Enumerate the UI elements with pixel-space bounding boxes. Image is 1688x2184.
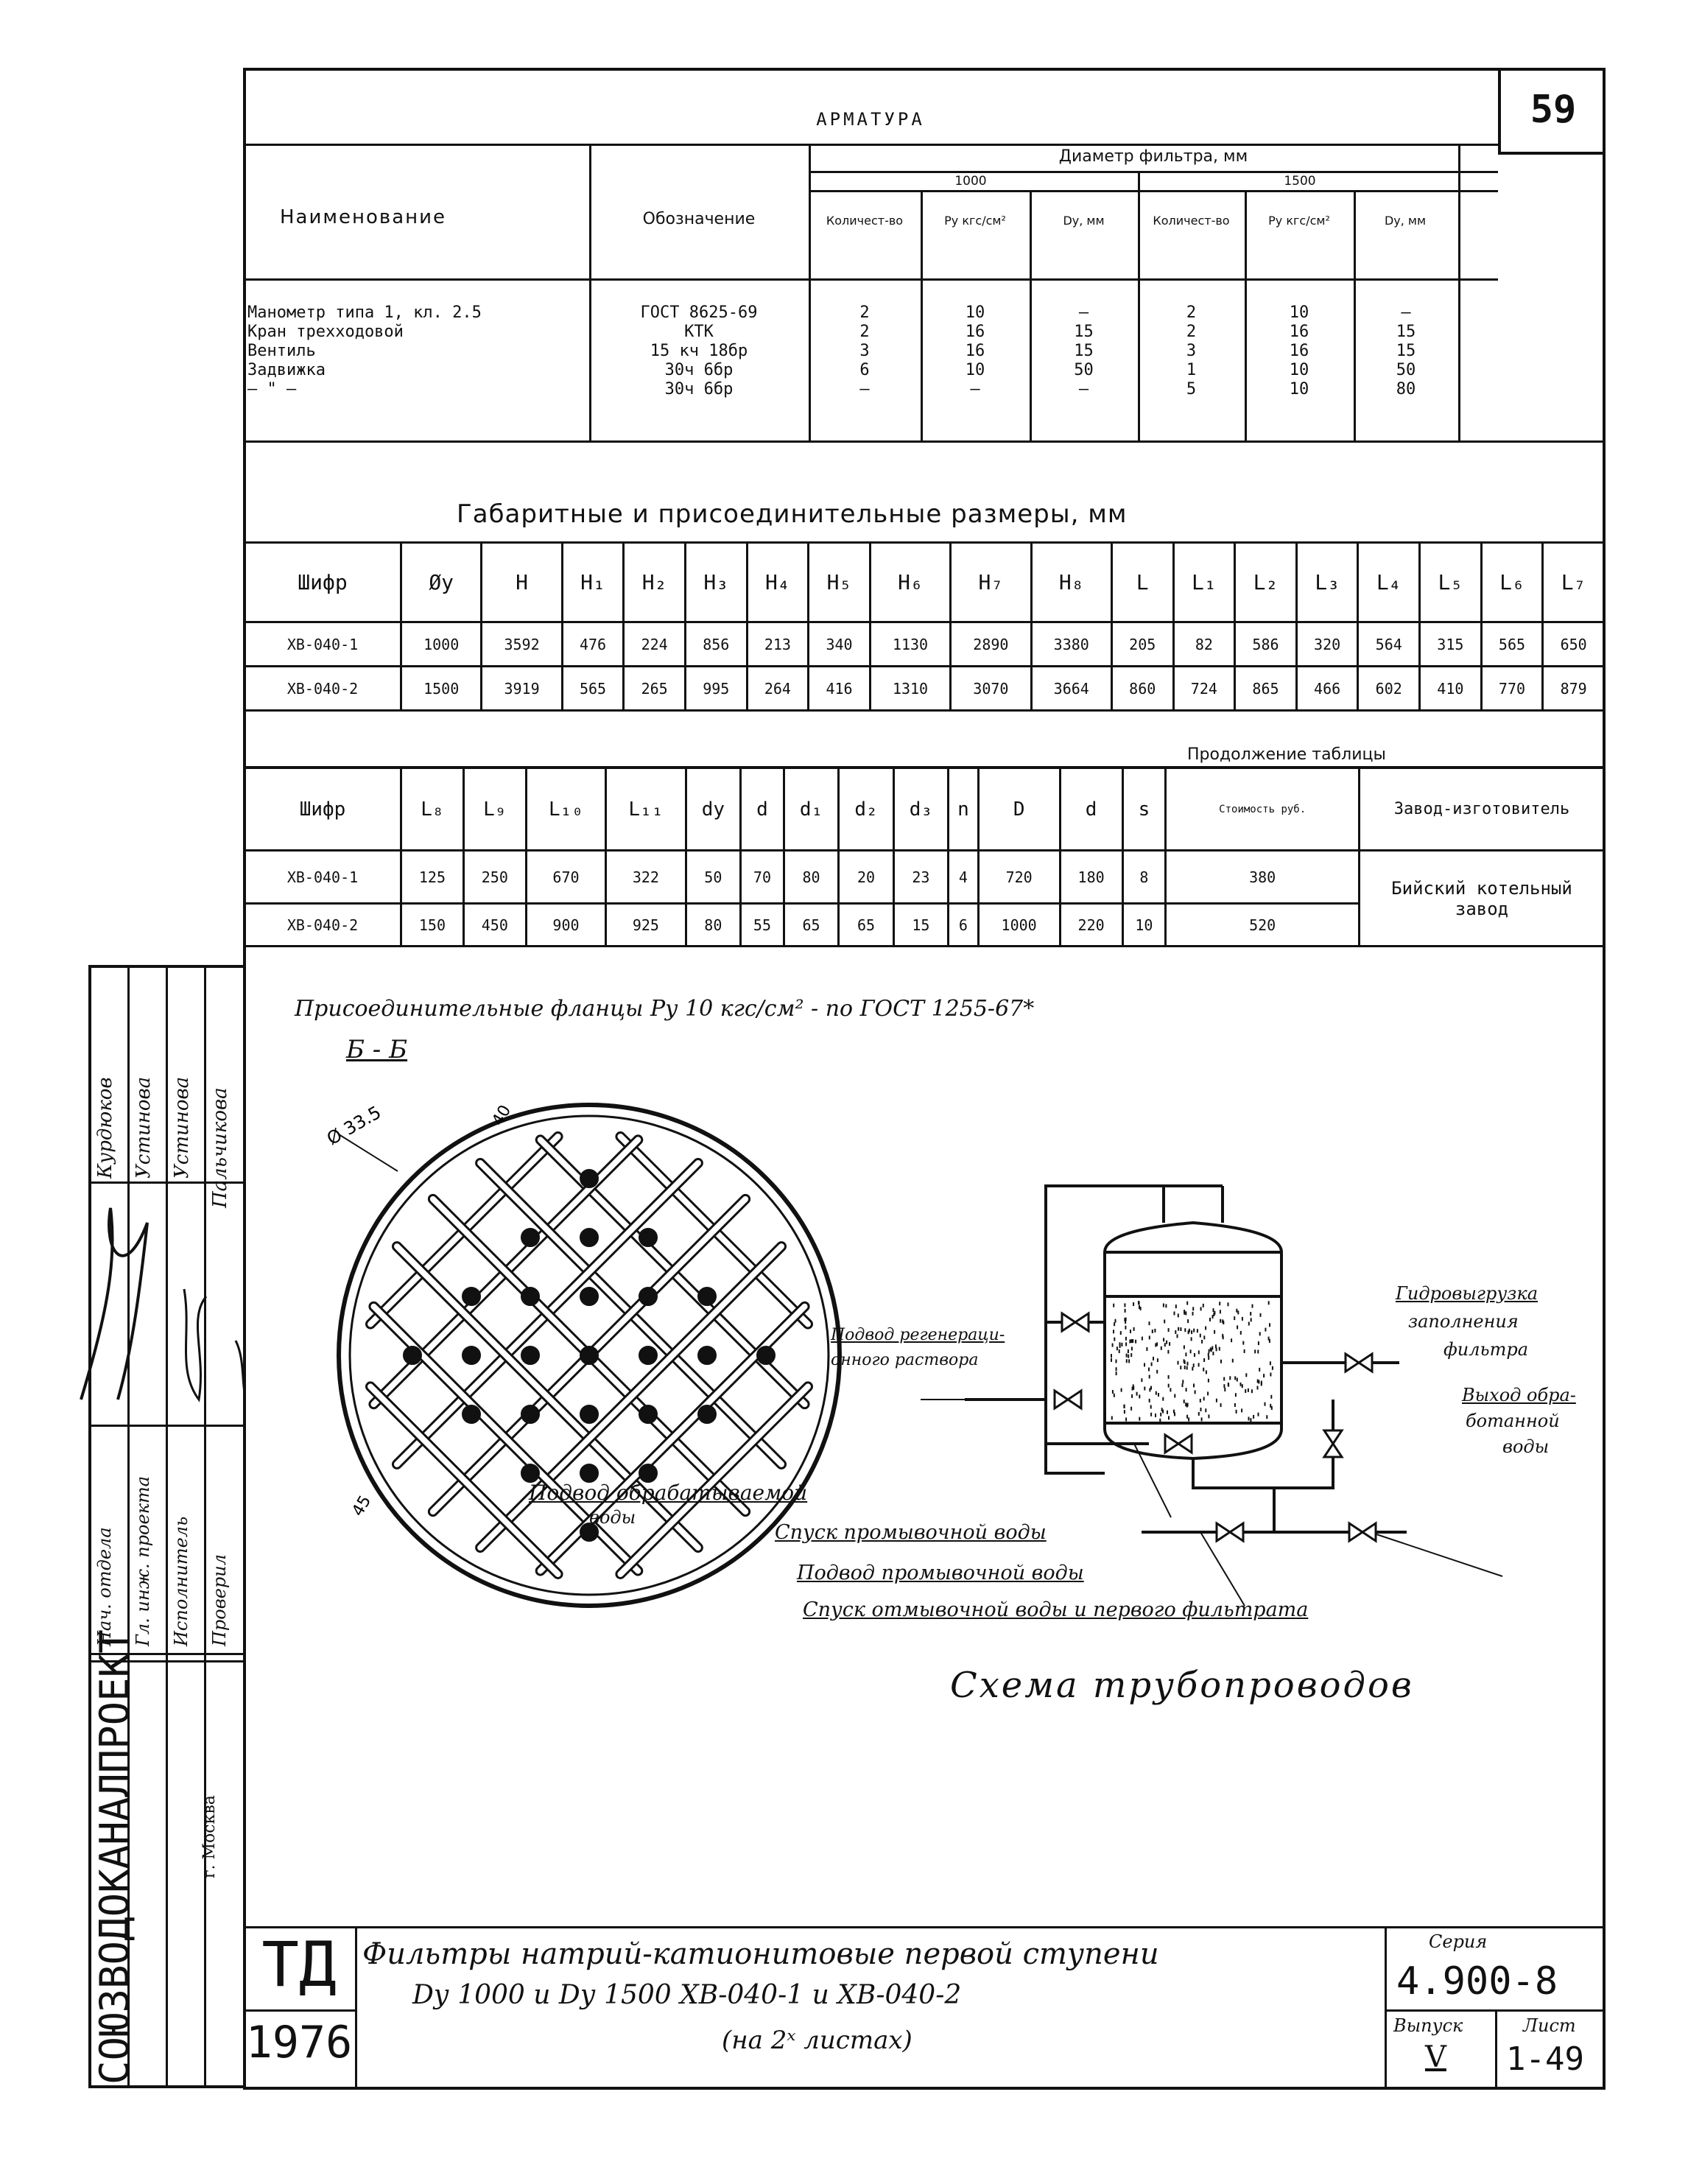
dims-header-cell: L₁ [1173,543,1235,622]
armatura-cell-dy2: 15 [1396,323,1416,341]
dims-cell: 1500 [401,667,482,711]
sheet-code: 1-49 [1506,2040,1584,2078]
rinse-label: Спуск отмывочной воды и первого фильтрата [803,1598,1309,1621]
dims-cell: 865 [1235,667,1297,711]
sheet-number: 59 [1498,68,1606,155]
dims2-cell: 4 [949,851,978,904]
armatura-cell-p2: 16 [1289,342,1309,360]
armatura-cell-p1: 16 [965,323,985,341]
hole-dim: Ø 33.5 [323,1101,385,1150]
sub-qty-1: Количест-во [826,214,904,228]
dims2-cell: 8 [1122,851,1166,904]
dims-header-cell: H₄ [747,543,809,622]
dims-cell: 856 [685,622,747,667]
armatura-cell-dy2: 15 [1396,342,1416,360]
stamp-role-4: Проверил [209,1553,230,1646]
dims2-cell: 23 [893,851,948,904]
dims2-header-cell: n [949,768,978,851]
dims2-cell: 520 [1166,904,1360,947]
dims-cell: 3664 [1031,667,1111,711]
dims2-cell: 65 [784,904,838,947]
armatura-cell-name: Вентиль [247,342,316,360]
dims-header-cell: L₆ [1481,543,1543,622]
dims2-cell: 322 [606,851,686,904]
title-line-3: (на 2ˣ листах) [722,2026,912,2055]
unload-label-2: заполнения [1408,1311,1519,1332]
armatura-cell-name: — " — [247,380,297,398]
dims-header-cell: L₄ [1358,543,1420,622]
dims2-cell: 10 [1122,904,1166,947]
dims2-header-cell: Шифр [245,768,401,851]
armatura-cell-dy2: 50 [1396,361,1416,379]
dims2-header-cell: d [1060,768,1122,851]
sub-qty-2: Количест-во [1153,214,1230,228]
dims2-header-cell: dу [686,768,740,851]
armatura-cell-des: КТК [684,323,714,341]
sub-dy-1: Dу, мм [1063,214,1105,228]
dims-header-cell: H₅ [809,543,871,622]
armatura-title: АРМАТУРА [816,109,925,130]
stamp-name-4: Пальчикова [209,1087,231,1208]
dims-cell: 320 [1296,622,1358,667]
armatura-cell-dy2: — [1401,303,1411,322]
dims2-header-cell: L₉ [463,768,526,851]
dims2-cell: 380 [1166,851,1360,904]
dims-cell: 205 [1111,622,1173,667]
series-label: Серия [1429,1931,1488,1952]
dims-cell: 3380 [1031,622,1111,667]
edge-dim: 45 [348,1492,376,1520]
dims2-header-cell: L₈ [401,768,464,851]
armatura-cell-p2: 10 [1289,303,1309,322]
sub-py-2: Ру кгс/см² [1268,214,1330,228]
flange-note: Присоединительные фланцы Ру 10 кгс/см² - по ГОСТ 1255-67* [295,996,1035,1022]
dims2-header-cell: L₁₀ [526,768,605,851]
wash-out-label: Спуск промывочной воды [775,1521,1047,1544]
out-label-1: Выход обра- [1462,1385,1576,1405]
dims-cell: 879 [1543,667,1605,711]
dims-cell: 860 [1111,667,1173,711]
armatura-cell-q2: 5 [1186,380,1197,398]
dims-cell: 1310 [870,667,950,711]
dims-cell: 213 [747,622,809,667]
dims2-header-cell: d₁ [784,768,838,851]
dims-cell: 224 [624,622,686,667]
dims2-cell: 65 [839,904,893,947]
dims2-header-cell: s [1122,768,1166,851]
dims-header-cell: H₁ [562,543,624,622]
dims2-cell: 15 [893,904,948,947]
dims-cell: 1130 [870,622,950,667]
title-line-2: Dу 1000 и Dу 1500 ХВ-040-1 и ХВ-040-2 [412,1980,962,2010]
dims-cell: 770 [1481,667,1543,711]
section-drawing [317,1075,876,1635]
stamp-name-3: Устинова [171,1076,193,1179]
armatura-cell-dy1: 50 [1074,361,1094,379]
dims-header-cell: H₂ [624,543,686,622]
year: 1976 [245,2017,353,2068]
dims2-cell: 125 [401,851,464,904]
armatura-col-designation: Обозначение [642,210,756,228]
armatura-cell-dy1: — [1078,303,1089,322]
issue-label: Выпуск [1393,2015,1463,2036]
armatura-cell-p2: 10 [1289,361,1309,379]
manufacturer-cell: Бийский котельный завод [1360,851,1605,947]
dims2-cell: 220 [1060,904,1122,947]
pitch-dim: 40 [488,1102,516,1129]
sheet-label: Лист [1523,2015,1576,2036]
dims-header-cell: H₃ [685,543,747,622]
dims2-header-cell: L₁₁ [606,768,686,851]
dims2-cell: 150 [401,904,464,947]
dims-header-cell: L₃ [1296,543,1358,622]
armatura-cell-des: 15 кч 18бр [650,342,748,360]
stamp-role-2: Гл. инж. проекта [133,1475,153,1646]
unload-label-1: Гидровыгрузка [1396,1283,1538,1304]
dims2-header-cell: d [741,768,784,851]
regen-label-1: Подвод регенераци- [831,1326,1005,1344]
dims-title: Габаритные и присоединительные размеры, мм [457,499,1128,529]
dims2-header-cell: Завод-изготовитель [1360,768,1605,851]
dims-cell: 82 [1173,622,1235,667]
dims2-cell: 50 [686,851,740,904]
dims2-cell: ХВ-040-2 [245,904,401,947]
issue-number: V [1425,2040,1446,2074]
armatura-cell-p1: 16 [965,342,985,360]
dims-cell: 410 [1420,667,1482,711]
dims-cell: 2890 [951,622,1031,667]
armatura-cell-p1: 10 [965,303,985,322]
armatura-cell-p2: 16 [1289,323,1309,341]
armatura-cell-q2: 2 [1186,323,1197,341]
dims-cell: 586 [1235,622,1297,667]
regen-label-2: онного раствора [831,1351,979,1369]
dims-cell: 564 [1358,622,1420,667]
armatura-cell-p1: 10 [965,361,985,379]
continuation-label: Продолжение таблицы [1187,745,1386,764]
td-mark: ТД [261,1928,337,2001]
dims-cell: 340 [809,622,871,667]
stamp-org: СОЮЗВОДОКАНАЛПРОЕКТ [91,1629,138,2085]
scheme-title: Схема трубопроводов [950,1665,1414,1706]
dims2-cell: ХВ-040-1 [245,851,401,904]
dims-table-1 [243,541,1606,712]
dims2-cell: 80 [686,904,740,947]
sub-py-1: Ру кгс/см² [944,214,1006,228]
dims-cell: 565 [1481,622,1543,667]
title-line-1: Фильтры натрий-катионитовые первой ступени [362,1937,1159,1971]
dims-cell: 264 [747,667,809,711]
stamp-name-2: Устинова [133,1076,155,1179]
armatura-cell-des: 30ч 6бр [664,380,734,398]
dims-cell: 565 [562,667,624,711]
diameter-1000: 1000 [954,174,987,189]
armatura-cell-name: Кран трехходовой [247,323,404,341]
dims-cell: 995 [685,667,747,711]
dims2-cell: 925 [606,904,686,947]
dims-cell: 3070 [951,667,1031,711]
armatura-cell-q1: 2 [859,323,870,341]
armatura-cell-q1: 2 [859,303,870,322]
dims-header-cell: L₇ [1543,543,1605,622]
diameter-header: Диаметр фильтра, мм [1058,147,1248,166]
armatura-cell-dy1: 15 [1074,342,1094,360]
armatura-cell-des: 30ч 6бр [664,361,734,379]
stamp-role-1: Нач. отдела [94,1527,115,1646]
out-label-2: ботанной [1466,1411,1560,1431]
dims-header-cell: L₅ [1420,543,1482,622]
armatura-cell-name: Манометр типа 1, кл. 2.5 [247,303,482,322]
dims-header-cell: H₈ [1031,543,1111,622]
armatura-cell-q2: 2 [1186,303,1197,322]
wash-in-label: Подвод промывочной воды [797,1562,1084,1584]
dims2-cell: 20 [839,851,893,904]
dims-cell: 466 [1296,667,1358,711]
dims2-cell: 180 [1060,851,1122,904]
armatura-cell-q1: 3 [859,342,870,360]
dims-cell: 3592 [482,622,562,667]
armatura-cell-dy2: 80 [1396,380,1416,398]
sub-dy-2: Dу, мм [1384,214,1427,228]
stamp-name-1: Курдюков [94,1077,116,1179]
dims2-cell: 900 [526,904,605,947]
armatura-cell-q1: — [859,380,870,398]
dims-cell: 315 [1420,622,1482,667]
dims-cell: 650 [1543,622,1605,667]
dims2-cell: 55 [741,904,784,947]
dims-header-cell: H₇ [951,543,1031,622]
dims-cell: 3919 [482,667,562,711]
dims-header-cell: H [482,543,562,622]
dims-header-cell: Øу [401,543,482,622]
dims2-cell: 6 [949,904,978,947]
dims-table-2 [243,767,1606,947]
dims2-cell: 250 [463,851,526,904]
stamp-role-3: Исполнитель [171,1516,191,1646]
dims-header-cell: L₂ [1235,543,1297,622]
diameter-1500: 1500 [1284,174,1316,189]
armatura-cell-q1: 6 [859,361,870,379]
signatures [59,1179,243,1422]
dims-cell: 416 [809,667,871,711]
in-label-1: Подвод обрабатываемой [529,1481,808,1505]
armatura-cell-p1: — [970,380,980,398]
dims2-cell: 1000 [978,904,1060,947]
armatura-col-name: Наименование [280,206,447,228]
dims2-header-cell: Стоимость руб. [1166,768,1360,851]
dims2-cell: 670 [526,851,605,904]
dims-header-cell: L [1111,543,1173,622]
out-label-3: воды [1502,1436,1550,1457]
dims-cell: 1000 [401,622,482,667]
dims-cell: 602 [1358,667,1420,711]
dims2-cell: 720 [978,851,1060,904]
armatura-cell-dy1: — [1078,380,1089,398]
dims2-cell: 70 [741,851,784,904]
section-label: Б - Б [346,1035,408,1064]
armatura-cell-q2: 1 [1186,361,1197,379]
dims2-header-cell: D [978,768,1060,851]
dims2-cell: 80 [784,851,838,904]
stamp-city: г. Москва [200,1795,219,1878]
dims-cell: 265 [624,667,686,711]
dims-header-cell: Шифр [245,543,401,622]
armatura-cell-name: Задвижка [247,361,326,379]
dims-cell: ХВ-040-1 [245,622,401,667]
dims-cell: ХВ-040-2 [245,667,401,711]
dims-cell: 476 [562,622,624,667]
dims-header-cell: H₆ [870,543,950,622]
dims2-header-cell: d₃ [893,768,948,851]
in-label-2: воды [589,1507,636,1528]
armatura-cell-des: ГОСТ 8625-69 [640,303,758,322]
dims2-header-cell: d₂ [839,768,893,851]
armatura-cell-p2: 10 [1289,380,1309,398]
series-number: 4.900-8 [1396,1959,1558,2004]
armatura-cell-q2: 3 [1186,342,1197,360]
unload-label-3: фильтра [1443,1339,1529,1360]
dims2-cell: 450 [463,904,526,947]
dims-cell: 724 [1173,667,1235,711]
armatura-cell-dy1: 15 [1074,323,1094,341]
